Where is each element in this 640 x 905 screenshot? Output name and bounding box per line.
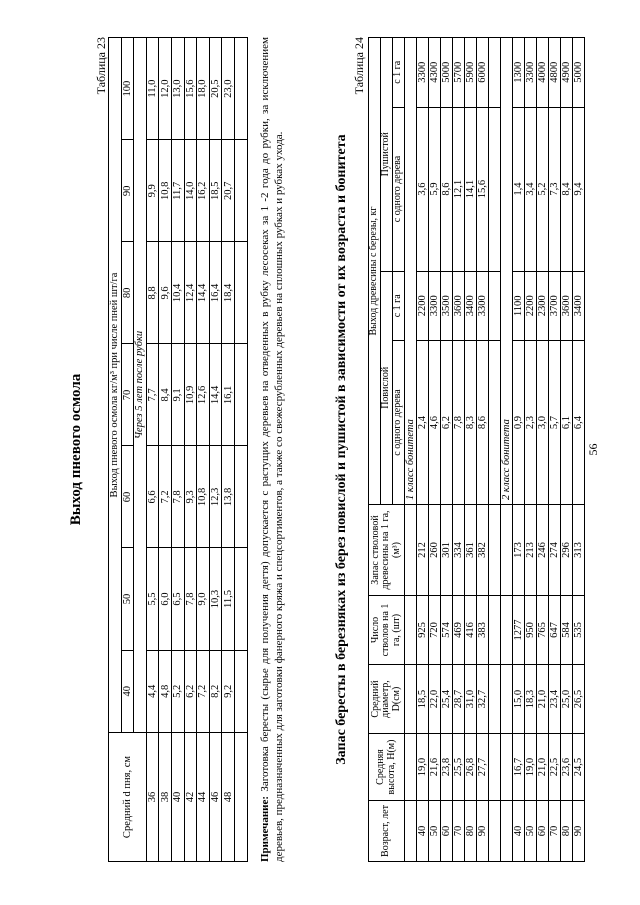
row-value: 11,0 bbox=[146, 38, 159, 140]
table-row bbox=[209, 38, 222, 862]
table-row bbox=[549, 38, 561, 862]
row-value: 22,0 bbox=[429, 665, 441, 734]
row-value: 18,5 bbox=[417, 665, 429, 734]
header-yield: Выход древесины с березы, кг bbox=[369, 38, 381, 505]
table-row bbox=[417, 38, 429, 862]
blank-cell bbox=[489, 271, 501, 341]
row-value: 765 bbox=[537, 596, 549, 665]
row-value: 12,0 bbox=[159, 38, 172, 140]
row-value: 4900 bbox=[561, 38, 573, 108]
table-row bbox=[513, 38, 525, 862]
row-value: 8,4 bbox=[159, 344, 172, 446]
blank-cell bbox=[234, 548, 247, 650]
row-value: 383 bbox=[477, 596, 489, 665]
row-value: 20,7 bbox=[222, 140, 235, 242]
row-diameter: 44 bbox=[197, 733, 210, 862]
row-age: 40 bbox=[417, 801, 429, 862]
row-value: 4800 bbox=[549, 38, 561, 108]
row-value: 4,4 bbox=[146, 650, 159, 732]
blank-cell bbox=[234, 733, 247, 862]
class-row bbox=[405, 38, 417, 862]
class-empty-cell bbox=[501, 801, 513, 862]
row-value: 7,3 bbox=[549, 107, 561, 271]
header-count-40: 40 bbox=[121, 650, 134, 732]
blank-cell bbox=[489, 734, 501, 801]
row-value: 8,8 bbox=[146, 242, 159, 344]
row-value: 27,7 bbox=[477, 734, 489, 801]
row-value: 5000 bbox=[573, 38, 585, 108]
blank-cell bbox=[489, 665, 501, 734]
table-row bbox=[561, 38, 573, 862]
row-diameter: 46 bbox=[209, 733, 222, 862]
table-header-row bbox=[109, 38, 122, 862]
row-value: 3500 bbox=[441, 271, 453, 341]
row-value: 1100 bbox=[513, 271, 525, 341]
row-diameter: 48 bbox=[222, 733, 235, 862]
row-value: 19,0 bbox=[417, 734, 429, 801]
table-row bbox=[184, 38, 197, 862]
class-empty-cell bbox=[501, 505, 513, 596]
row-value: 5,2 bbox=[171, 650, 184, 732]
row-value: 7,2 bbox=[159, 446, 172, 548]
row-value: 584 bbox=[561, 596, 573, 665]
table-row-blank bbox=[489, 38, 501, 862]
row-value: 535 bbox=[573, 596, 585, 665]
class-empty-cell bbox=[405, 734, 417, 801]
row-value: 9,0 bbox=[197, 548, 210, 650]
row-value: 14,0 bbox=[184, 140, 197, 242]
row-value: 10,4 bbox=[171, 242, 184, 344]
row-value: 14,4 bbox=[197, 242, 210, 344]
row-diameter: 42 bbox=[184, 733, 197, 862]
row-age: 50 bbox=[525, 801, 537, 862]
row-value: 8,6 bbox=[441, 107, 453, 271]
row-value: 246 bbox=[537, 505, 549, 596]
row-value: 18,5 bbox=[209, 140, 222, 242]
row-value: 14,1 bbox=[465, 107, 477, 271]
row-value: 8,4 bbox=[561, 107, 573, 271]
rotated-page bbox=[50, 37, 610, 862]
row-value: 382 bbox=[477, 505, 489, 596]
row-value: 23,8 bbox=[441, 734, 453, 801]
row-value: 2200 bbox=[525, 271, 537, 341]
row-value: 9,4 bbox=[573, 107, 585, 271]
row-value: 5,7 bbox=[549, 341, 561, 505]
row-diameter: 36 bbox=[146, 733, 159, 862]
row-diameter: 40 bbox=[171, 733, 184, 862]
row-value: 260 bbox=[429, 505, 441, 596]
row-age: 70 bbox=[453, 801, 465, 862]
header-per-ha-2: с 1 га bbox=[393, 38, 405, 108]
row-age: 70 bbox=[549, 801, 561, 862]
row-value: 3600 bbox=[561, 271, 573, 341]
row-value: 361 bbox=[465, 505, 477, 596]
row-value: 469 bbox=[453, 596, 465, 665]
table-row bbox=[537, 38, 549, 862]
row-value: 16,2 bbox=[197, 140, 210, 242]
row-age: 80 bbox=[561, 801, 573, 862]
row-value: 6000 bbox=[477, 38, 489, 108]
header-povislaya: Повислой bbox=[381, 271, 393, 504]
row-value: 4,8 bbox=[159, 650, 172, 732]
row-value: 23,6 bbox=[561, 734, 573, 801]
row-value: 15,6 bbox=[184, 38, 197, 140]
subheader-after-cut: Через 5 лет после рубки bbox=[134, 38, 147, 733]
header-count-90: 90 bbox=[121, 140, 134, 242]
row-value: 3400 bbox=[465, 271, 477, 341]
row-value: 3700 bbox=[549, 271, 561, 341]
class-empty-cell bbox=[405, 665, 417, 734]
row-value: 32,7 bbox=[477, 665, 489, 734]
header-per-ha-1: с 1 га bbox=[393, 271, 405, 341]
row-value: 6,5 bbox=[171, 548, 184, 650]
row-value: 6,4 bbox=[573, 341, 585, 505]
row-value: 12,6 bbox=[197, 344, 210, 446]
header-per-tree-2: с одного дерева bbox=[393, 107, 405, 271]
row-value: 5000 bbox=[441, 38, 453, 108]
row-value: 3,4 bbox=[525, 107, 537, 271]
row-value: 416 bbox=[465, 596, 477, 665]
header-count-80: 80 bbox=[121, 242, 134, 344]
class-empty-cell bbox=[501, 734, 513, 801]
header-per-tree-1: с одного дерева bbox=[393, 341, 405, 505]
class-row bbox=[501, 38, 513, 862]
page-title: Выход пневого осмола bbox=[68, 373, 84, 526]
row-value: 3,0 bbox=[537, 341, 549, 505]
row-value: 31,0 bbox=[465, 665, 477, 734]
row-value: 25,0 bbox=[561, 665, 573, 734]
row-value: 9,6 bbox=[159, 242, 172, 344]
row-age: 60 bbox=[441, 801, 453, 862]
blank-cell bbox=[234, 140, 247, 242]
row-value: 19,0 bbox=[525, 734, 537, 801]
header-stump-diameter: Средний d пня, см bbox=[109, 733, 147, 862]
row-value: 2,4 bbox=[417, 341, 429, 505]
row-value: 6,2 bbox=[184, 650, 197, 732]
table-row bbox=[477, 38, 489, 862]
row-value: 2,3 bbox=[525, 341, 537, 505]
row-age: 50 bbox=[429, 801, 441, 862]
blank-cell bbox=[489, 596, 501, 665]
row-value: 7,8 bbox=[453, 341, 465, 505]
class-label: 1 класс бонитета bbox=[405, 38, 417, 505]
row-value: 12,1 bbox=[453, 107, 465, 271]
row-value: 173 bbox=[513, 505, 525, 596]
note-text: Заготовка бересты (сырье для получения дегтя) допускается с растущих деревьев на отведенных в рубку лесосеках за 1 -2 года до рубки, за исключением деревьев, предназначенных для заготовки фанерного кряжа и спецсортиментов, а также со свежесрубленных деревьев на сплошных рубках и рубках ухода. bbox=[259, 37, 286, 862]
blank-cell bbox=[489, 107, 501, 271]
row-value: 21,0 bbox=[537, 665, 549, 734]
row-value: 21,0 bbox=[537, 734, 549, 801]
row-value: 9,9 bbox=[146, 140, 159, 242]
page-number: 56 bbox=[586, 443, 600, 456]
row-value: 3300 bbox=[525, 38, 537, 108]
row-value: 16,7 bbox=[513, 734, 525, 801]
class-label: 2 класс бонитета bbox=[501, 38, 513, 505]
row-value: 25,5 bbox=[453, 734, 465, 801]
row-value: 16,4 bbox=[209, 242, 222, 344]
row-value: 18,3 bbox=[525, 665, 537, 734]
row-age: 60 bbox=[537, 801, 549, 862]
row-value: 10,8 bbox=[159, 140, 172, 242]
row-value: 3400 bbox=[573, 271, 585, 341]
header-age: Возраст, лет bbox=[369, 801, 405, 862]
row-value: 10,3 bbox=[209, 548, 222, 650]
row-value: 18,4 bbox=[222, 242, 235, 344]
row-value: 7,7 bbox=[146, 344, 159, 446]
blank-cell bbox=[234, 242, 247, 344]
table-row bbox=[171, 38, 184, 862]
row-value: 18,0 bbox=[197, 38, 210, 140]
table-23-body bbox=[109, 38, 248, 862]
row-value: 10,8 bbox=[197, 446, 210, 548]
row-value: 5,2 bbox=[537, 107, 549, 271]
row-value: 6,0 bbox=[159, 548, 172, 650]
row-value: 3600 bbox=[453, 271, 465, 341]
row-value: 3,6 bbox=[417, 107, 429, 271]
row-value: 1,4 bbox=[513, 107, 525, 271]
note-label: Примечание: bbox=[259, 795, 271, 862]
row-age: 40 bbox=[513, 801, 525, 862]
blank-cell bbox=[234, 650, 247, 732]
blank-cell bbox=[234, 446, 247, 548]
row-value: 8,3 bbox=[465, 341, 477, 505]
row-value: 5900 bbox=[465, 38, 477, 108]
table-row bbox=[573, 38, 585, 862]
table-header-row bbox=[369, 38, 381, 862]
table-row bbox=[429, 38, 441, 862]
table-row bbox=[465, 38, 477, 862]
row-age: 80 bbox=[465, 801, 477, 862]
table-24 bbox=[368, 37, 585, 862]
class-empty-cell bbox=[405, 596, 417, 665]
row-value: 3300 bbox=[477, 271, 489, 341]
row-value: 6,6 bbox=[146, 446, 159, 548]
row-value: 11,5 bbox=[222, 548, 235, 650]
blank-cell bbox=[489, 38, 501, 108]
row-value: 301 bbox=[441, 505, 453, 596]
header-count-50: 50 bbox=[121, 548, 134, 650]
table-24-body bbox=[369, 38, 585, 862]
class-empty-cell bbox=[501, 665, 513, 734]
note bbox=[258, 37, 286, 862]
row-value: 13,0 bbox=[171, 38, 184, 140]
row-value: 24,5 bbox=[573, 734, 585, 801]
row-value: 647 bbox=[549, 596, 561, 665]
class-empty-cell bbox=[405, 801, 417, 862]
row-value: 12,4 bbox=[184, 242, 197, 344]
table24-label: Таблица 24 bbox=[352, 37, 366, 95]
row-value: 15,6 bbox=[477, 107, 489, 271]
row-value: 6,2 bbox=[441, 341, 453, 505]
row-value: 212 bbox=[417, 505, 429, 596]
row-value: 28,7 bbox=[453, 665, 465, 734]
table-row-blank bbox=[234, 38, 247, 862]
header-count-60: 60 bbox=[121, 446, 134, 548]
row-value: 1300 bbox=[513, 38, 525, 108]
row-value: 8,6 bbox=[477, 341, 489, 505]
table-row bbox=[441, 38, 453, 862]
row-value: 720 bbox=[429, 596, 441, 665]
table-row bbox=[146, 38, 159, 862]
table-row bbox=[525, 38, 537, 862]
row-value: 2200 bbox=[417, 271, 429, 341]
blank-cell bbox=[489, 341, 501, 505]
row-value: 14,4 bbox=[209, 344, 222, 446]
table-23 bbox=[108, 37, 248, 862]
row-value: 22,5 bbox=[549, 734, 561, 801]
table24-title: Запас бересты в березняках из берез повислой и пушистой в зависимости от их возраста и бонитета bbox=[334, 134, 349, 765]
row-value: 26,8 bbox=[465, 734, 477, 801]
row-value: 9,1 bbox=[171, 344, 184, 446]
header-count-70: 70 bbox=[121, 344, 134, 446]
header-pushistaya: Пушистой bbox=[381, 38, 393, 272]
row-value: 3300 bbox=[429, 271, 441, 341]
row-value: 3300 bbox=[417, 38, 429, 108]
row-diameter: 38 bbox=[159, 733, 172, 862]
table-row bbox=[159, 38, 172, 862]
row-value: 950 bbox=[525, 596, 537, 665]
row-value: 4300 bbox=[429, 38, 441, 108]
blank-cell bbox=[234, 38, 247, 140]
row-value: 1277 bbox=[513, 596, 525, 665]
class-empty-cell bbox=[501, 596, 513, 665]
row-value: 925 bbox=[417, 596, 429, 665]
row-value: 5,9 bbox=[429, 107, 441, 271]
row-value: 11,7 bbox=[171, 140, 184, 242]
row-value: 25,4 bbox=[441, 665, 453, 734]
row-value: 5,5 bbox=[146, 548, 159, 650]
row-age: 90 bbox=[477, 801, 489, 862]
row-value: 12,3 bbox=[209, 446, 222, 548]
header-height: Средняя высота, Н(м) bbox=[369, 734, 405, 801]
row-value: 313 bbox=[573, 505, 585, 596]
table-row bbox=[197, 38, 210, 862]
row-value: 7,8 bbox=[171, 446, 184, 548]
class-empty-cell bbox=[405, 505, 417, 596]
row-value: 213 bbox=[525, 505, 537, 596]
row-value: 23,0 bbox=[222, 38, 235, 140]
row-value: 13,8 bbox=[222, 446, 235, 548]
row-value: 4,6 bbox=[429, 341, 441, 505]
blank-cell bbox=[234, 344, 247, 446]
row-value: 20,5 bbox=[209, 38, 222, 140]
row-value: 26,5 bbox=[573, 665, 585, 734]
row-value: 4000 bbox=[537, 38, 549, 108]
row-value: 15,0 bbox=[513, 665, 525, 734]
row-value: 8,2 bbox=[209, 650, 222, 732]
row-value: 334 bbox=[453, 505, 465, 596]
row-value: 6,1 bbox=[561, 341, 573, 505]
row-value: 16,1 bbox=[222, 344, 235, 446]
blank-cell bbox=[489, 505, 501, 596]
row-value: 5700 bbox=[453, 38, 465, 108]
row-value: 21,6 bbox=[429, 734, 441, 801]
blank-cell bbox=[489, 801, 501, 862]
row-value: 574 bbox=[441, 596, 453, 665]
row-value: 296 bbox=[561, 505, 573, 596]
row-age: 90 bbox=[573, 801, 585, 862]
row-value: 2300 bbox=[537, 271, 549, 341]
row-value: 7,2 bbox=[197, 650, 210, 732]
header-stock: Запас стволовой древесины на 1 га, (м³) bbox=[369, 505, 405, 596]
row-value: 7,8 bbox=[184, 548, 197, 650]
header-diameter: Средний диаметр, D(см) bbox=[369, 665, 405, 734]
row-value: 23,4 bbox=[549, 665, 561, 734]
row-value: 9,3 bbox=[184, 446, 197, 548]
row-value: 10,9 bbox=[184, 344, 197, 446]
row-value: 0,9 bbox=[513, 341, 525, 505]
header-stems: Число стволов на 1 га, (шт) bbox=[369, 596, 405, 665]
table23-label: Таблица 23 bbox=[94, 37, 108, 95]
table-row bbox=[222, 38, 235, 862]
row-value: 9,2 bbox=[222, 650, 235, 732]
header-yield-group: Выход пневого осмола кг/м³ при числе пней шт/га bbox=[109, 38, 122, 733]
header-count-100: 100 bbox=[121, 38, 134, 140]
row-value: 274 bbox=[549, 505, 561, 596]
table-row bbox=[453, 38, 465, 862]
